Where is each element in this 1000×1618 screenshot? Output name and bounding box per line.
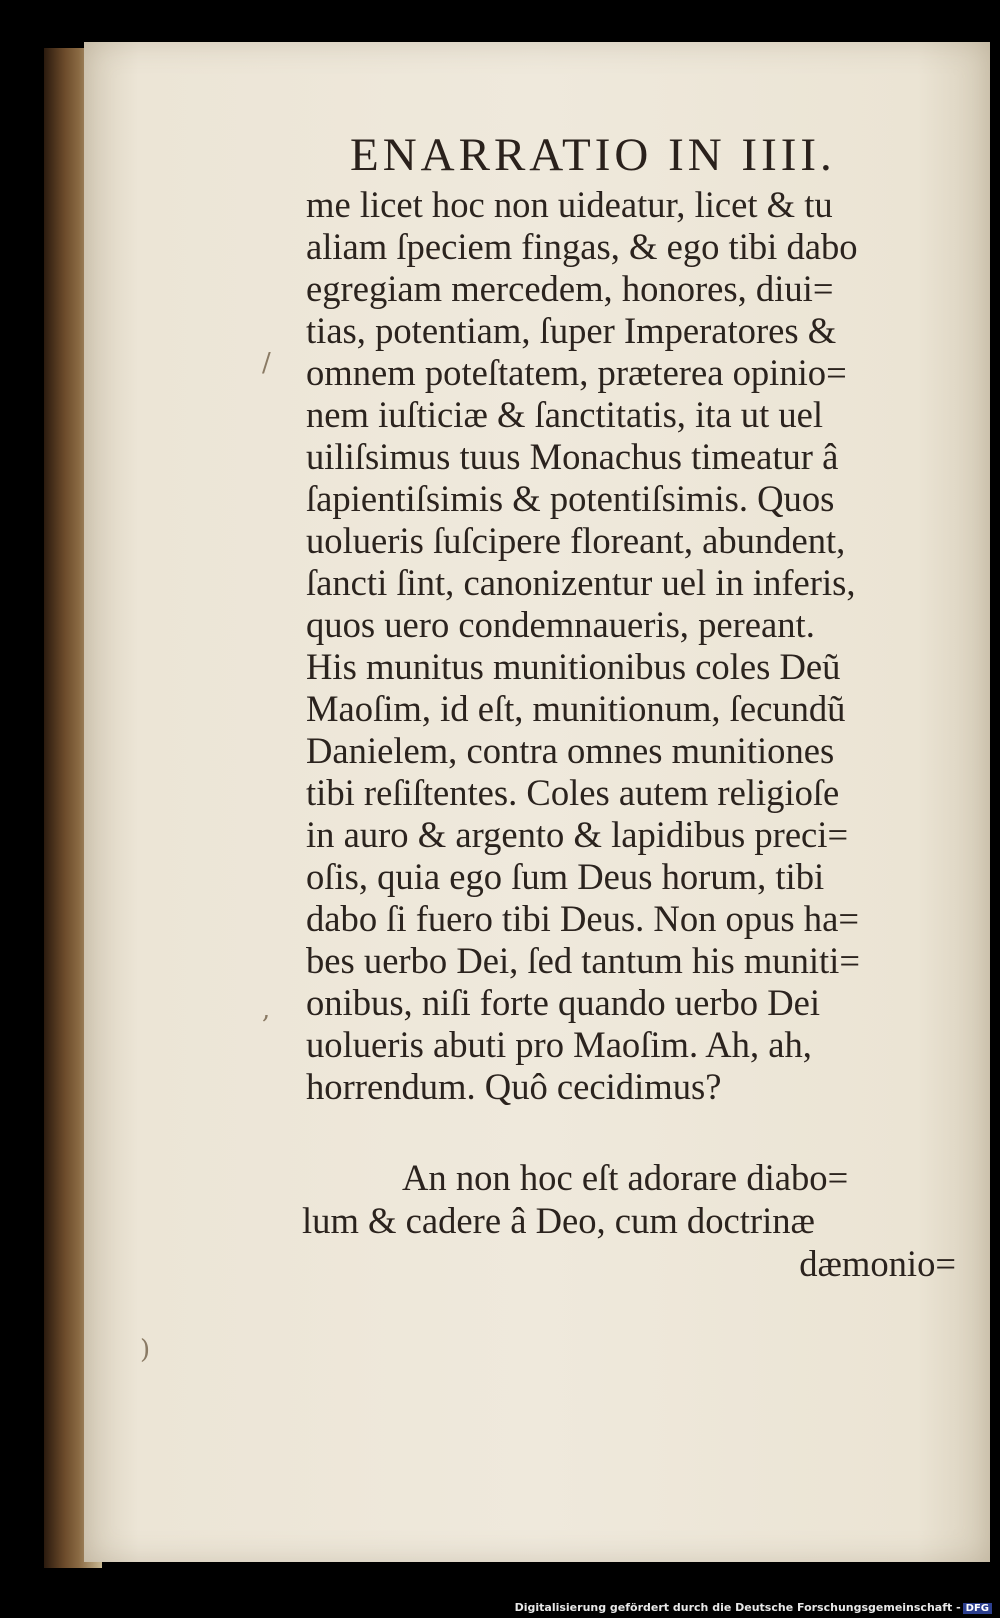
text-line: aliam ſpeciem fingas, & ego tibi dabo bbox=[306, 226, 858, 267]
text-line: egregiam mercedem, honores, diui= bbox=[306, 268, 834, 309]
text-line: me licet hoc non uideatur, licet & tu bbox=[306, 184, 833, 225]
text-line: lum & cadere â Deo, cum doctrinæ bbox=[302, 1200, 815, 1241]
text-line: uolueris ſuſcipere floreant, abundent, bbox=[306, 520, 846, 561]
text-line: bes uerbo Dei, ſed tantum his muniti= bbox=[306, 940, 860, 981]
text-line: tias, potentiam, ſuper Imperatores & bbox=[306, 310, 837, 351]
running-head: ENARRATIO IN IIII. bbox=[350, 129, 836, 181]
credit-text: Digitalisierung gefördert durch die Deutsche Forschungsgemeinschaft - bbox=[514, 1601, 961, 1614]
text-line: nem iuſticiæ & ſanctitatis, ita ut uel bbox=[306, 394, 824, 435]
paragraph-second bbox=[302, 1156, 956, 1285]
text-line: dabo ſi fuero tibi Deus. Non opus ha= bbox=[306, 898, 859, 939]
dfg-logo: DFG bbox=[963, 1603, 992, 1614]
text-line: ſancti ſint, canonizentur uel in inferis, bbox=[306, 562, 856, 603]
text-line: tibi reſiſtentes. Coles autem religioſe bbox=[306, 772, 840, 813]
text-line: ſapientiſsimis & potentiſsimis. Quos bbox=[306, 478, 835, 519]
text-line: An non hoc eſt adorare diabo= bbox=[402, 1157, 849, 1198]
margin-mark-icon: ) bbox=[140, 1335, 151, 1365]
text-line: omnem poteſtatem, præterea opinio= bbox=[306, 352, 847, 393]
digitization-credit bbox=[515, 1601, 992, 1614]
text-line: Maoſim, id eſt, munitionum, ſecundũ bbox=[306, 688, 846, 729]
text-line: uiliſsimus tuus Monachus timeatur â bbox=[306, 436, 839, 477]
catchword: dæmonio= bbox=[799, 1243, 956, 1284]
text-line: in auro & argento & lapidibus preci= bbox=[306, 814, 849, 855]
margin-mark-icon: / bbox=[262, 348, 271, 378]
text-line: onibus, niſi forte quando uerbo Dei bbox=[306, 982, 821, 1023]
text-line: horrendum. Quô cecidimus? bbox=[306, 1066, 722, 1107]
margin-mark-icon: , bbox=[262, 995, 271, 1025]
paragraph-main bbox=[306, 184, 956, 1108]
text-line: uolueris abuti pro Maoſim. Ah, ah, bbox=[306, 1024, 812, 1065]
text-line: quos uero condemnaueris, pereant. bbox=[306, 604, 815, 645]
text-line: His munitus munitionibus coles Deũ bbox=[306, 646, 841, 687]
text-line: oſis, quia ego ſum Deus horum, tibi bbox=[306, 856, 825, 897]
text-line: Danielem, contra omnes munitiones bbox=[306, 730, 835, 771]
